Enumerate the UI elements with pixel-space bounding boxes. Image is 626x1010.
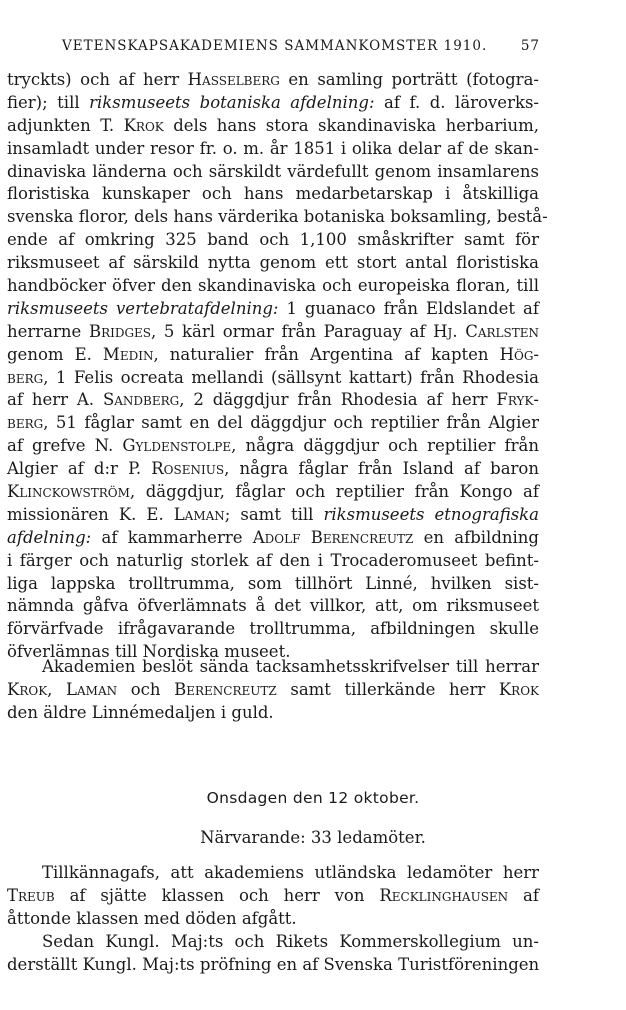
small-caps-name: Bridges bbox=[88, 321, 152, 341]
text-run: den äldre Linnémedaljen i guld. bbox=[7, 702, 274, 722]
text-line bbox=[7, 504, 539, 527]
small-caps-name: Fryk- bbox=[496, 390, 539, 410]
text-run: floristiska kunskaper och hans medarbetarskap i åtskilliga bbox=[7, 184, 539, 204]
text-line bbox=[7, 954, 539, 977]
small-caps-name: Hög- bbox=[499, 344, 539, 364]
text-line bbox=[7, 908, 539, 931]
small-caps-name: Krok bbox=[7, 679, 48, 699]
text-run: , bbox=[47, 679, 67, 699]
small-caps-name: Krok bbox=[498, 679, 539, 699]
text-run: svenska floror, dels hans värderika botaniska boksamling, bestå- bbox=[7, 207, 548, 227]
text-run: af kammarherre bbox=[91, 527, 253, 547]
text-line bbox=[7, 389, 539, 412]
text-line bbox=[7, 206, 548, 229]
text-line bbox=[7, 527, 539, 550]
text-line bbox=[7, 679, 539, 702]
small-caps-name: Sandberg bbox=[102, 390, 180, 410]
text-line bbox=[7, 481, 539, 504]
text-run: af grefve N. bbox=[7, 436, 123, 456]
italic-run: riksmuseets vertebratafdelning: bbox=[7, 298, 279, 318]
small-caps-name: Medin bbox=[102, 344, 154, 364]
italic-run: afdelning: bbox=[7, 527, 92, 547]
text-run: en samling porträtt (fotogra- bbox=[279, 70, 539, 89]
text-run: adjunkten T. bbox=[7, 115, 124, 135]
text-line bbox=[7, 862, 539, 885]
text-line bbox=[7, 344, 539, 367]
text-line bbox=[7, 550, 539, 573]
text-run: 1 guanaco från Eldslandet af bbox=[278, 298, 539, 318]
text-run: , några fåglar från Island af baron bbox=[224, 459, 539, 479]
text-run: af sjätte klassen och herr von bbox=[54, 885, 380, 905]
small-caps-name: berg bbox=[7, 367, 44, 387]
running-header bbox=[62, 38, 540, 54]
text-run: derställt Kungl. Maj:ts pröfning en af Svenska Turistföreningen bbox=[7, 954, 540, 974]
text-line bbox=[7, 115, 539, 138]
text-line bbox=[7, 656, 539, 679]
text-run: Tillkännagafs, att akademiens utländska ledamöter herr bbox=[42, 863, 539, 882]
text-run: , 1 Felis ocreata mellandi (sällsynt kattart) från Rhodesia bbox=[43, 367, 539, 387]
small-caps-name: Laman bbox=[66, 679, 118, 699]
text-line bbox=[7, 69, 539, 92]
paragraph-donations bbox=[7, 69, 548, 664]
text-run: , 5 kärl ormar från Paraguay af bbox=[151, 321, 434, 341]
small-caps-name: Hj. Carlsten bbox=[433, 321, 540, 341]
page-number: 57 bbox=[520, 38, 540, 54]
italic-run: riksmuseets etnografiska bbox=[323, 504, 539, 524]
text-run: missionären K. E. bbox=[7, 504, 174, 524]
text-line bbox=[7, 885, 539, 908]
meeting-heading: Onsdagen den 12 oktober. bbox=[206, 789, 420, 807]
text-run: dels hans stora skandinaviska herbarium, bbox=[163, 115, 540, 135]
text-run: herrarne bbox=[7, 321, 89, 341]
paragraph-announcements bbox=[7, 862, 539, 976]
paragraph-thanks bbox=[7, 656, 539, 725]
small-caps-name: Treub bbox=[7, 885, 55, 905]
attendance-line: Närvarande: 33 ledamöter. bbox=[200, 828, 426, 847]
italic-run: riksmuseets botaniska afdelning: bbox=[89, 92, 375, 112]
small-caps-name: Berencreutz bbox=[174, 679, 277, 699]
small-caps-name: Adolf Berencreutz bbox=[252, 527, 414, 547]
text-run: Algier af d:r P. bbox=[7, 459, 152, 479]
text-run: nämnda gåfva öfverlämnats å det villkor, att, om riksmuseet bbox=[7, 596, 539, 616]
text-line bbox=[7, 435, 539, 458]
text-line bbox=[7, 702, 539, 725]
text-run: i färger och naturlig storlek af den i Trocaderomuseet befint- bbox=[7, 550, 539, 570]
text-run: handböcker öfver den skandinaviska och europeiska floran, till bbox=[7, 276, 539, 296]
text-line bbox=[7, 412, 539, 435]
text-run: och bbox=[117, 679, 175, 699]
text-run: Akademien beslöt sända tacksamhetsskrifvelser till herrar bbox=[42, 657, 539, 676]
text-run: åttonde klassen med döden afgått. bbox=[7, 908, 297, 928]
text-run: , några däggdjur och reptilier från bbox=[231, 436, 539, 456]
text-run: liga lappska trolltrumma, som tillhört Linné, hvilken sist- bbox=[7, 573, 539, 593]
text-run: dinaviska länderna och särskildt värdefullt genom insamlarens bbox=[7, 161, 539, 181]
text-run: riksmuseet af särskild nytta genom ett stort antal floristiska bbox=[7, 253, 539, 273]
text-line bbox=[7, 252, 539, 275]
text-line bbox=[7, 138, 539, 161]
small-caps-name: Recklinghausen bbox=[379, 885, 509, 905]
text-run: af bbox=[508, 885, 539, 905]
text-run: af f. d. läroverks- bbox=[374, 92, 539, 112]
text-run: insamladt under resor fr. o. m. år 1851 i olika delar af de skan- bbox=[7, 138, 539, 158]
text-run: fier); till bbox=[7, 92, 90, 112]
text-line bbox=[7, 92, 539, 115]
text-line bbox=[7, 458, 539, 481]
text-run: af herr A. bbox=[7, 390, 103, 410]
text-line bbox=[7, 183, 539, 206]
text-line bbox=[7, 229, 539, 252]
text-run: ende af omkring 325 band och 1,100 småskrifter samt för bbox=[7, 230, 539, 250]
small-caps-name: Laman bbox=[173, 504, 225, 524]
text-line bbox=[7, 275, 539, 298]
small-caps-name: Rosenius bbox=[151, 459, 225, 479]
small-caps-name: Gyldenstolpe bbox=[122, 436, 232, 456]
text-line bbox=[7, 573, 539, 596]
text-line bbox=[7, 595, 539, 618]
text-line bbox=[7, 161, 539, 184]
text-line bbox=[7, 321, 539, 344]
text-run: en afbildning bbox=[413, 527, 539, 547]
text-run: samt tillerkände herr bbox=[276, 679, 499, 699]
text-run: genom E. bbox=[7, 344, 103, 364]
small-caps-name: Krok bbox=[123, 115, 164, 135]
text-run: tryckts) och af herr bbox=[7, 70, 188, 89]
text-run: öfverlämnas till Nordiska museet. bbox=[7, 642, 291, 662]
text-run: ; samt till bbox=[224, 504, 324, 524]
text-run: , däggdjur, fåglar och reptilier från Kongo af bbox=[129, 482, 539, 502]
small-caps-name: Hasselberg bbox=[187, 70, 280, 89]
small-caps-name: Klinckowström bbox=[7, 482, 130, 502]
text-line bbox=[7, 618, 539, 641]
small-caps-name: berg bbox=[7, 413, 44, 433]
text-run: förvärfvade ifrågavarande trolltrumma, afbildningen skulle bbox=[7, 619, 539, 639]
text-run: Sedan Kungl. Maj:ts och Rikets Kommerskollegium un- bbox=[42, 931, 539, 951]
text-line bbox=[7, 367, 539, 390]
text-run: , 2 däggdjur från Rhodesia af herr bbox=[179, 390, 497, 410]
text-run: , naturalier från Argentina af kapten bbox=[153, 344, 500, 364]
header-title: VETENSKAPSAKADEMIENS SAMMANKOMSTER 1910. bbox=[62, 38, 488, 54]
text-line bbox=[7, 298, 539, 321]
text-line bbox=[7, 931, 539, 954]
text-run: , 51 fåglar samt en del däggdjur och reptilier från Algier bbox=[43, 413, 539, 433]
